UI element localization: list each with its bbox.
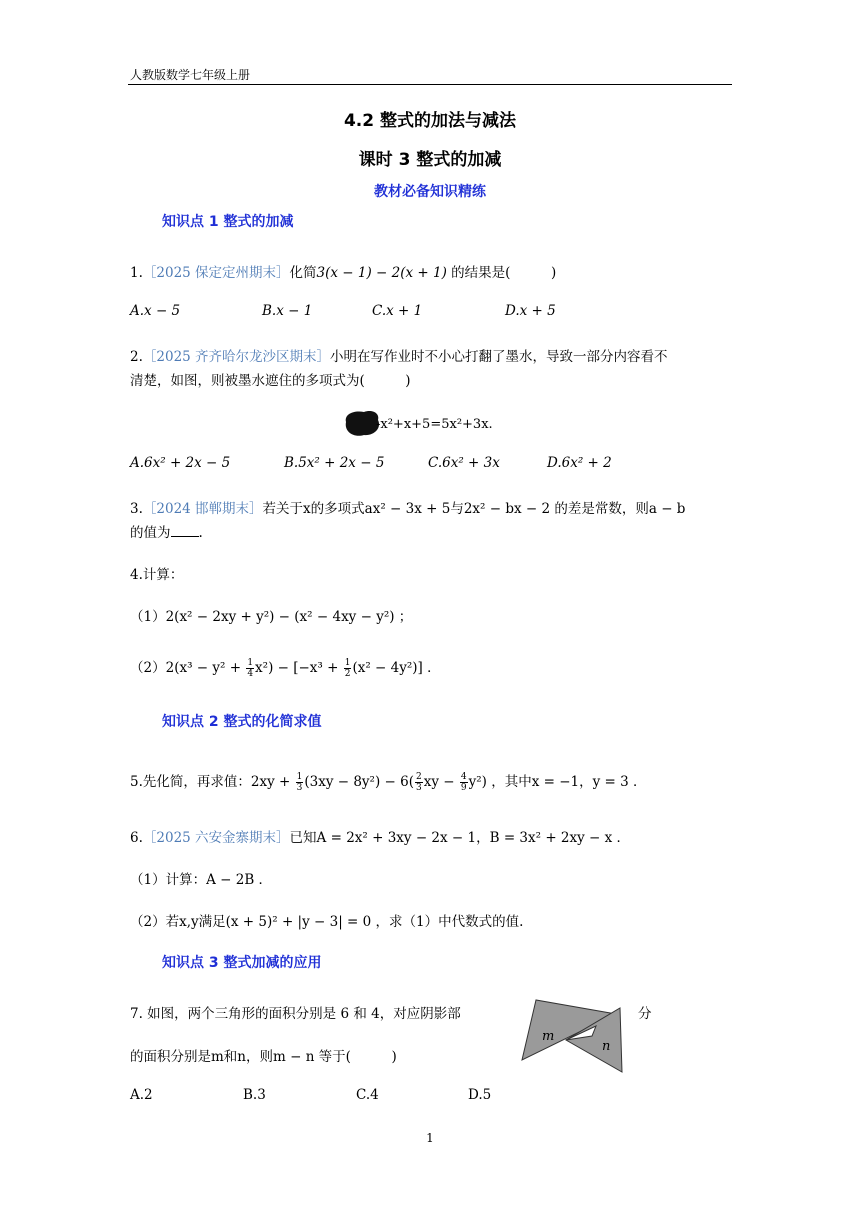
option-a: A.x − 5 bbox=[130, 303, 181, 319]
knowledge-point-2: 知识点 2 整式的化简求值 bbox=[162, 714, 322, 730]
answer-blank[interactable] bbox=[171, 524, 199, 537]
question-4-title: 4.计算： bbox=[130, 567, 184, 583]
question-6 bbox=[130, 826, 630, 846]
expression: (x³ − y² + bbox=[174, 660, 246, 676]
option-c: C.6x² + 3x bbox=[428, 455, 500, 471]
option-a: A.2 bbox=[130, 1087, 153, 1103]
question-3-line-2 bbox=[130, 521, 203, 541]
question-text: 的值为 bbox=[130, 525, 171, 541]
lesson-title: 课时 3 整式的加减 bbox=[358, 150, 502, 170]
question-text: 已知A = 2x² + 3xy − 2x − 1，B = 3x² + 2xy − x ． bbox=[289, 830, 631, 846]
question-text: 5.先化简，再求值：2xy + bbox=[130, 774, 295, 790]
option-a: A.6x² + 2x − 5 bbox=[130, 455, 231, 471]
option-b: B.x − 1 bbox=[262, 303, 313, 319]
question-number: 3. bbox=[130, 501, 143, 517]
expression: （2）2 bbox=[130, 660, 175, 676]
option-c: C.4 bbox=[356, 1087, 379, 1103]
question-text: 化简 bbox=[289, 265, 317, 281]
question-4-item-2 bbox=[130, 656, 441, 679]
fraction-denominator: 3 bbox=[296, 783, 303, 793]
label-m: m bbox=[542, 1029, 555, 1044]
fraction-numerator: 2 bbox=[416, 772, 422, 782]
knowledge-point-1: 知识点 1 整式的加减 bbox=[162, 214, 294, 230]
fraction bbox=[296, 772, 304, 793]
fraction-numerator: 4 bbox=[460, 772, 467, 782]
expression: xy − bbox=[423, 774, 459, 790]
question-text: 小明在写作业时不小心打翻了墨水，导致一部分内容看不 bbox=[330, 349, 668, 365]
expression: (x² − 4y²)] ． bbox=[352, 660, 441, 676]
fraction bbox=[460, 772, 468, 793]
option-b: B.5x² + 2x − 5 bbox=[284, 455, 385, 471]
question-text: 的结果是( ) bbox=[446, 265, 557, 281]
expression: ( bbox=[408, 774, 414, 790]
question-6-item-1: （1）计算：A − 2B ． bbox=[130, 872, 273, 888]
fraction-numerator: 1 bbox=[247, 658, 254, 668]
expression: x²) − [−x³ + bbox=[255, 660, 343, 676]
question-5 bbox=[130, 770, 647, 793]
ink-blot-icon bbox=[346, 411, 379, 436]
knowledge-point-3: 知识点 3 整式加减的应用 bbox=[162, 955, 322, 971]
question-text: . bbox=[198, 525, 203, 541]
two-triangles-figure bbox=[518, 996, 626, 1076]
header-title: 人教版数学七年级上册 bbox=[130, 68, 251, 82]
question-1 bbox=[130, 261, 556, 281]
question-text: y²) ，其中x = −1，y = 3 ． bbox=[468, 774, 647, 790]
expression: 3(x − 1) − 2(x + 1) bbox=[316, 265, 447, 281]
ink-equation-text: -x²+x+5=5x²+3x. bbox=[376, 417, 493, 432]
page-number: 1 bbox=[426, 1131, 434, 1145]
question-7-line-1: 7. 如图，两个三角形的面积分别是 6 和 4，对应阴影部 bbox=[130, 1006, 461, 1022]
subtitle: 教材必备知识精练 bbox=[374, 184, 486, 200]
fraction-denominator: 3 bbox=[416, 783, 422, 793]
question-3-line-1 bbox=[130, 497, 685, 517]
question-2-line-1 bbox=[130, 345, 668, 365]
option-c: C.x + 1 bbox=[372, 303, 423, 319]
option-b: B.3 bbox=[243, 1087, 266, 1103]
fraction-numerator: 1 bbox=[296, 772, 303, 782]
option-d: D.5 bbox=[468, 1087, 492, 1103]
question-source: ［2025 保定定州期末］ bbox=[142, 265, 290, 281]
question-6-item-2: （2）若x,y满足(x + 5)² + |y − 3| = 0 ，求（1）中代数式的值. bbox=[130, 914, 524, 930]
question-number: 2. bbox=[130, 349, 143, 365]
fraction-denominator: 9 bbox=[460, 783, 467, 793]
question-source: ［2024 邯郸期末］ bbox=[142, 501, 263, 517]
question-number: 1. bbox=[130, 265, 143, 281]
option-d: D.x + 5 bbox=[505, 303, 556, 319]
ink-blot-equation-image bbox=[340, 408, 520, 440]
question-source: ［2025 六安金寨期末］ bbox=[142, 830, 290, 846]
section-title: 4.2 整式的加法与减法 bbox=[343, 111, 517, 131]
fraction-numerator: 1 bbox=[344, 658, 351, 668]
expression: (3xy − 8y²) − 6 bbox=[304, 774, 409, 790]
header-rule bbox=[128, 84, 732, 85]
question-7-line-1-end: 分 bbox=[638, 1006, 652, 1022]
fraction bbox=[344, 658, 352, 679]
fraction-denominator: 4 bbox=[247, 669, 254, 679]
fraction-denominator: 2 bbox=[344, 669, 351, 679]
label-n: n bbox=[602, 1039, 611, 1054]
question-7-line-2: 的面积分别是m和n，则m − n 等于( ) bbox=[130, 1049, 397, 1065]
question-number: 6. bbox=[130, 830, 143, 846]
fraction bbox=[246, 658, 254, 679]
question-text: 若关于x的多项式ax² − 3x + 5与2x² − bx − 2 的差是常数，则a − b bbox=[262, 501, 686, 517]
option-d: D.6x² + 2 bbox=[547, 455, 612, 471]
question-4-item-1: （1）2(x² − 2xy + y²) − (x² − 4xy − y²) ； bbox=[130, 609, 413, 625]
question-2-line-2: 清楚，如图，则被墨水遮住的多项式为( ) bbox=[130, 373, 411, 389]
fraction bbox=[415, 772, 423, 793]
question-source: ［2025 齐齐哈尔龙沙区期末］ bbox=[142, 349, 331, 365]
